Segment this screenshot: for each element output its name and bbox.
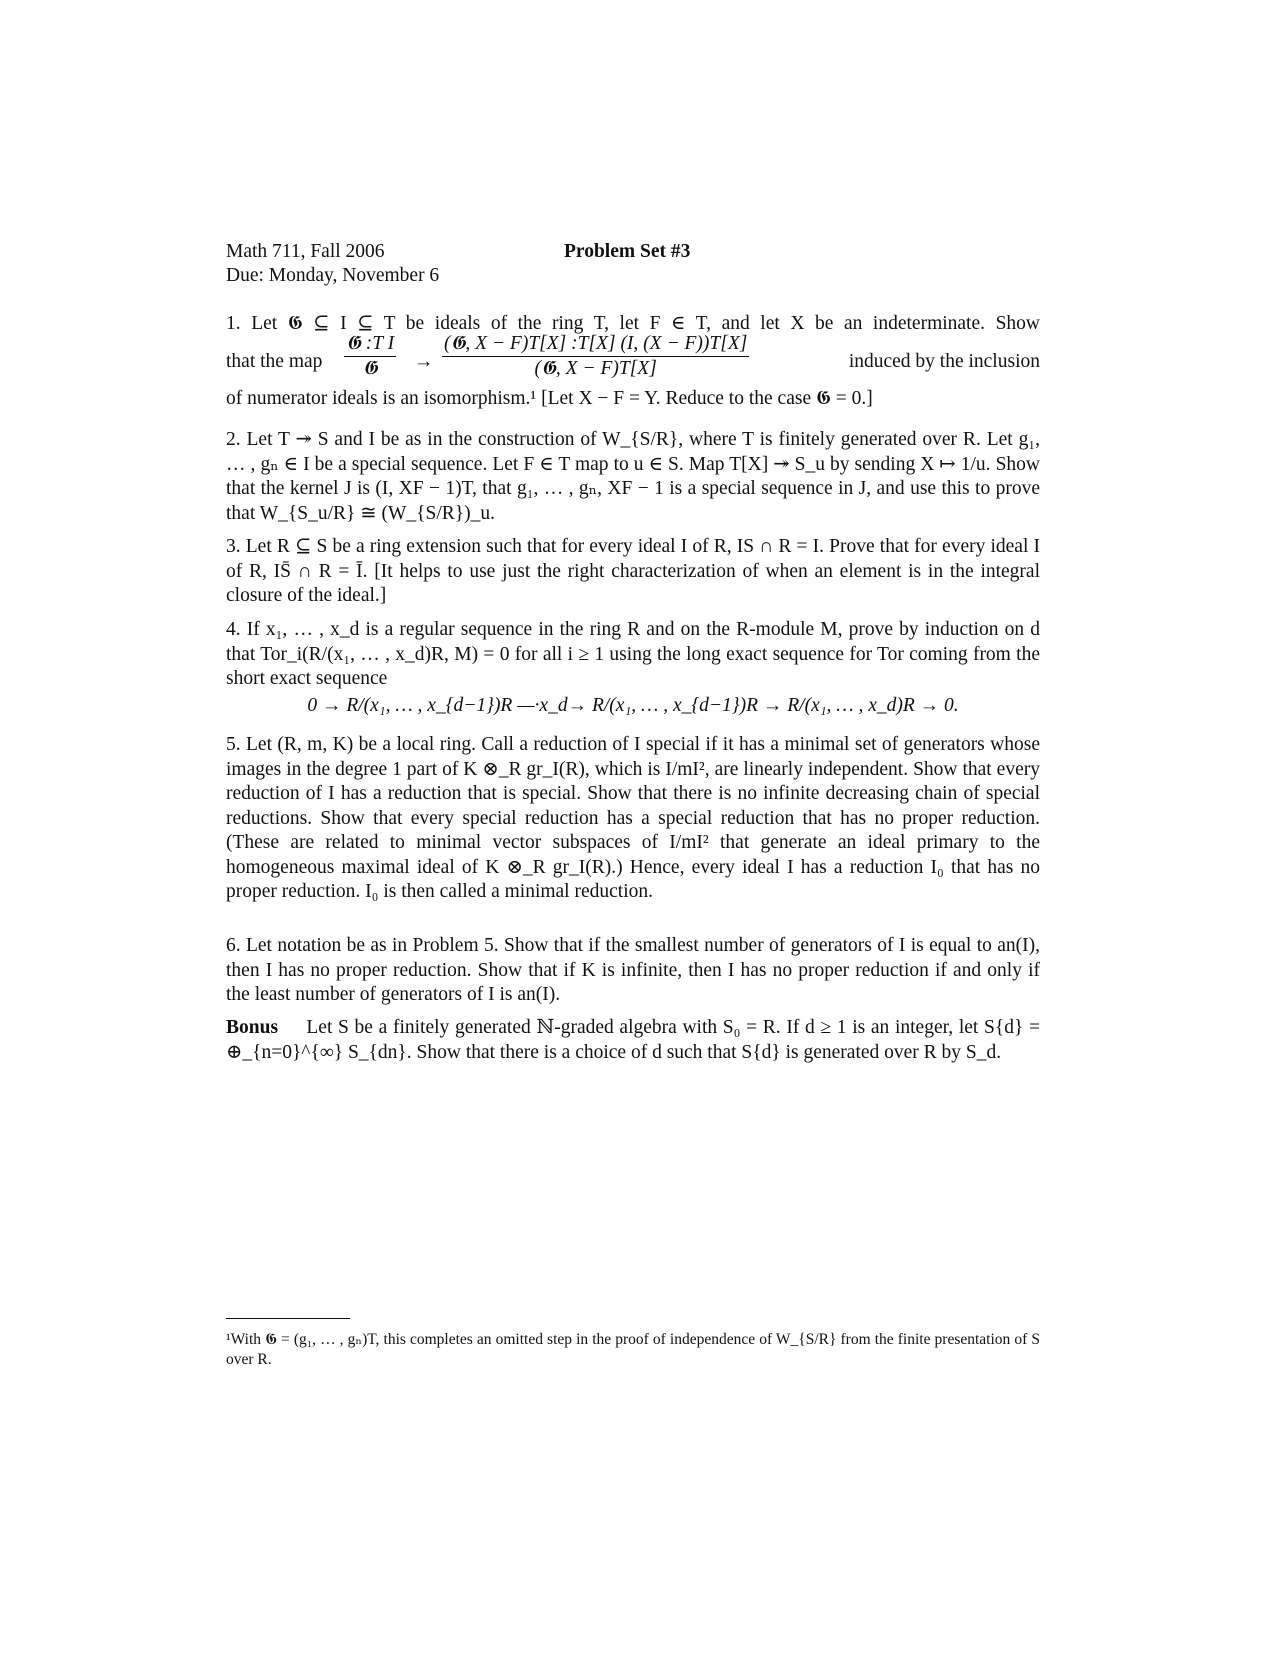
fraction-1: [344, 333, 396, 380]
footnote-rule: [226, 1318, 350, 1319]
problem-2: [226, 428, 1040, 526]
problem-6: [226, 934, 1040, 1008]
problem-5-text: 5. Let (R, m, K) be a local ring. Call a reduction of I special if it has a minimal set of generators whose images in the degree 1 part of K ⊗_R gr_I(R), which is I/mI², are linearly independent. Show that every reduction of I has a reduction that is special. Show that there is no infinite decreasing chain of special reductions. Show that every special reduction has a special reduction that has no proper reduction. (These are related to minimal vector subspaces of I/mI² that generate an ideal primary to the homogeneous maximal ideal of K ⊗_R gr_I(R).) Hence, every ideal I has a reduction I₀ that has no proper reduction. I₀ is then called a minimal reduction.: [226, 734, 1040, 902]
problem-1-line-1: 1. Let 𝕲 ⊆ I ⊆ T be ideals of the ring T, let F ∈ T, and let X be an indeterminate. Show: [226, 313, 1040, 334]
map-arrow: →: [414, 350, 434, 372]
course-line: Math 711, Fall 2006: [226, 241, 385, 262]
page-title: Problem Set #3: [564, 241, 691, 262]
bonus-paragraph: [226, 1016, 1040, 1065]
fraction-2: [442, 333, 749, 380]
bonus-label: Bonus: [226, 1017, 279, 1038]
fraction-2-numerator: (𝕲, X − F)T[X] :T[X] (I, (X − F))T[X]: [442, 333, 749, 357]
problem-6-text: 6. Let notation be as in Problem 5. Show that if the smallest number of generators of I is equal to an(I), then I has no proper reduction. Show that if K is infinite, then I has no proper reduction if and only if the least number of generators of I is an(I).: [226, 935, 1040, 1005]
bonus-text: Let S be a finitely generated ℕ-graded algebra with S₀ = R. If d ≥ 1 is an integer, let S{d} = ⊕_{n=0}^{∞} S_{dn}. Show that there is a choice of d such that S{d} is generated over R by S_d.: [226, 1017, 1040, 1063]
problem-1: [226, 312, 1040, 411]
problem-1-lead: that the map: [226, 350, 323, 372]
problem-3-text: 3. Let R ⊆ S be a ring extension such that for every ideal I of R, IS ∩ R = I. Prove that for every ideal I of R, IS̄ ∩ R = Ī. [It helps to use just the right characterization of when an element is in the integral closure of the ideal.]: [226, 536, 1040, 606]
problem-3: [226, 535, 1040, 609]
problem-5: [226, 733, 1040, 905]
fraction-1-denominator: 𝕲: [362, 357, 378, 379]
fraction-2-denominator: (𝕲, X − F)T[X]: [534, 357, 657, 379]
footnote: ¹With 𝕲 = (g₁, … , gₙ)T, this completes an omitted step in the proof of independence of W_{S/R} from the finite presentation of S over R.: [226, 1331, 1040, 1368]
problem-1-map-line: [226, 333, 1040, 385]
problem-4-text: 4. If x₁, … , x_d is a regular sequence in the ring R and on the R-module M, prove by induction on d that Tor_i(R/(x₁, … , x_d)R, M) = 0 for all i ≥ 1 using the long exact sequence for Tor coming from the short exact sequence: [226, 619, 1040, 689]
problem-1-line-3: of numerator ideals is an isomorphism.¹ [Let X − F = Y. Reduce to the case 𝕲 = 0.]: [226, 387, 873, 409]
problem-4-display-sequence: 0 → R/(x₁, … , x_{d−1})R —·x_d→ R/(x₁, … , x_{d−1})R → R/(x₁, … , x_d)R → 0.: [307, 694, 959, 716]
fraction-1-numerator: 𝕲 :T I: [344, 333, 396, 357]
bonus-problem: [226, 1016, 1040, 1065]
due-line: Due: Monday, November 6: [226, 265, 440, 286]
problem-2-text: 2. Let T ↠ S and I be as in the construction of W_{S/R}, where T is finitely generated over R. Let g₁, … , gₙ ∈ I be a special sequence. Let F ∈ T map to u ∈ S. Map T[X] ↠ S_u by sending X ↦ 1/u. Show that the kernel J is (I, XF − 1)T, that g₁, … , gₙ, XF − 1 is a special sequence in J, and use this to prove that W_{S_u/R} ≅ (W_{S/R})_u.: [226, 429, 1040, 524]
problem-1-tail: induced by the inclusion: [848, 350, 1040, 372]
problem-4: [226, 618, 1040, 718]
